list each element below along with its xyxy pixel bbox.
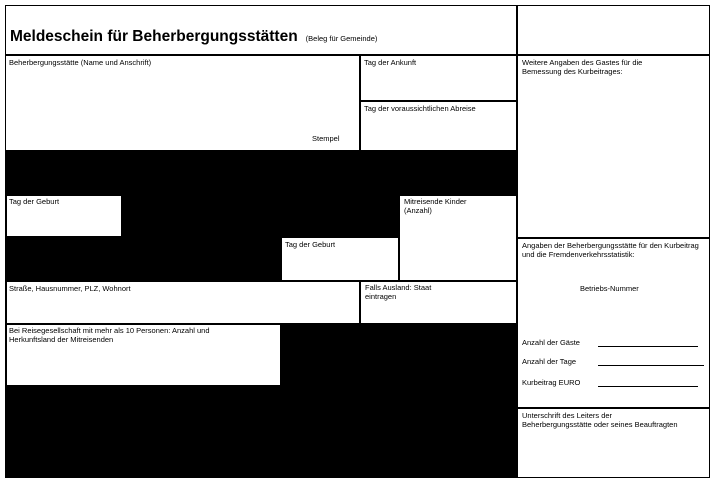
signature-label: Unterschrift des Leiters der Beherbergungsstätte oder seines Beauftragten bbox=[522, 411, 678, 429]
dates-vertical-divider bbox=[359, 54, 361, 150]
right-divider-2 bbox=[517, 407, 710, 409]
birth-date-label-1: Tag der Geburt bbox=[9, 197, 60, 206]
days-count-line bbox=[598, 365, 704, 366]
birth-date-field-1 bbox=[6, 195, 122, 237]
arrival-date-label: Tag der Ankunft bbox=[364, 58, 417, 67]
children-label: Mitreisende Kinder (Anzahl) bbox=[404, 197, 467, 215]
foreign-country-label: Falls Ausland: Staat eintragen bbox=[365, 283, 432, 301]
dates-horizontal-divider bbox=[359, 100, 517, 102]
right-divider-1 bbox=[517, 237, 710, 239]
days-count-label: Anzahl der Tage bbox=[522, 357, 577, 366]
fee-line bbox=[598, 386, 698, 387]
stamp-label: Stempel bbox=[312, 134, 340, 143]
business-number-label: Betriebs-Nummer bbox=[580, 284, 639, 293]
birth-date-field-2 bbox=[281, 237, 399, 281]
tour-group-label: Bei Reisegesellschaft mit mehr als 10 Personen: Anzahl und Herkunftsland der Mitreisenden bbox=[9, 326, 210, 344]
children-field bbox=[399, 195, 517, 281]
address-label: Straße, Hausnummer, PLZ, Wohnort bbox=[9, 284, 131, 293]
departure-date-label: Tag der voraussichtlichen Abreise bbox=[364, 104, 476, 113]
birth-date-label-2: Tag der Geburt bbox=[285, 240, 336, 249]
form-title: Meldeschein für Beherbergungsstätten (Beleg für Gemeinde) bbox=[10, 28, 378, 45]
guest-count-label: Anzahl der Gäste bbox=[522, 338, 580, 347]
statistics-label: Angaben der Beherbergungsstätte für den Kurbeitrag und die Fremdenverkehrsstatistik: bbox=[522, 241, 699, 259]
fee-label: Kurbeitrag EURO bbox=[522, 378, 581, 387]
foreign-country-field bbox=[360, 281, 517, 324]
guest-info-label: Weitere Angaben des Gastes für die Bemessung des Kurbeitrages: bbox=[522, 58, 643, 76]
header-divider bbox=[5, 54, 710, 56]
form-title-note: (Beleg für Gemeinde) bbox=[305, 34, 378, 43]
address-field bbox=[6, 281, 360, 324]
establishment-label: Beherbergungsstätte (Name und Anschrift) bbox=[9, 58, 152, 67]
tour-group-field bbox=[6, 324, 281, 386]
guest-count-line bbox=[598, 346, 698, 347]
